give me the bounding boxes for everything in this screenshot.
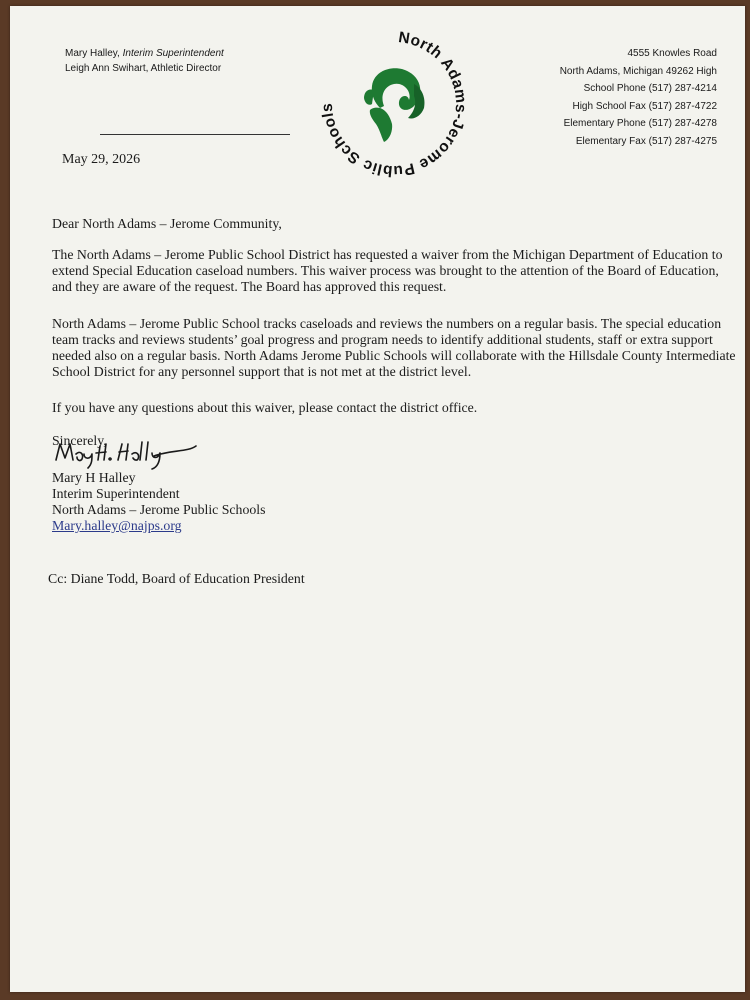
signer-email-link[interactable]: Mary.halley@najps.org — [52, 518, 182, 533]
signer-organization: North Adams – Jerome Public Schools — [52, 502, 266, 517]
hs-fax: High School Fax (517) 287-4722 — [572, 100, 717, 112]
signer-title: Interim Superintendent — [52, 486, 180, 501]
school-logo — [314, 24, 474, 184]
letter-page — [10, 6, 745, 992]
paragraph-2: North Adams – Jerome Public School tracks caseloads and reviews the numbers on a regular basis. The special education team tracks and reviews students’ goal progress and program needs to identify additional students, staff or extra support needed also on a regular basis. North Adams Jerome Public Schools will collaborate with the Hillsdale County Intermediate School District for any personnel support that is not met at the district level. — [52, 315, 736, 379]
athletic-director: Leigh Ann Swihart, Athletic Director — [65, 63, 222, 74]
letter-date: May 29, 2026 — [62, 152, 141, 167]
superintendent-title: Interim Superintendent — [122, 48, 224, 59]
logo-ring-text: North Adams-Jerome Public Schools — [318, 29, 470, 180]
signer-name: Mary H Halley — [52, 470, 136, 485]
signature-block — [52, 470, 265, 534]
letterhead-divider — [100, 134, 290, 135]
superintendent-name: Mary Halley, — [65, 48, 120, 59]
paragraph-1: The North Adams – Jerome Public School District has requested a waiver from the Michigan Department of Education to extend Special Education caseload numbers. This waiver process was brought to the attention of the Board of Education, and they are aware of the request. The Board has approved this request. — [52, 246, 723, 294]
elem-fax: Elementary Fax (517) 287-4275 — [575, 135, 717, 147]
hs-phone: School Phone (517) 287-4214 — [583, 83, 717, 94]
cc-line: Cc: Diane Todd, Board of Education President — [48, 570, 305, 586]
address-line-2: North Adams, Michigan 49262 High — [559, 65, 717, 77]
handwritten-signature — [50, 436, 200, 472]
address-line-1: 4555 Knowles Road — [627, 48, 717, 59]
ram-icon — [364, 68, 425, 142]
salutation: Dear North Adams – Jerome Community, — [52, 215, 282, 231]
elem-phone: Elementary Phone (517) 287-4278 — [563, 118, 717, 129]
letterhead-right — [560, 45, 717, 150]
superintendent-line — [65, 46, 224, 61]
paragraph-3: If you have any questions about this waiver, please contact the district office. — [52, 399, 478, 415]
letterhead-left — [65, 46, 224, 76]
closing: Sincerely, — [52, 432, 107, 448]
